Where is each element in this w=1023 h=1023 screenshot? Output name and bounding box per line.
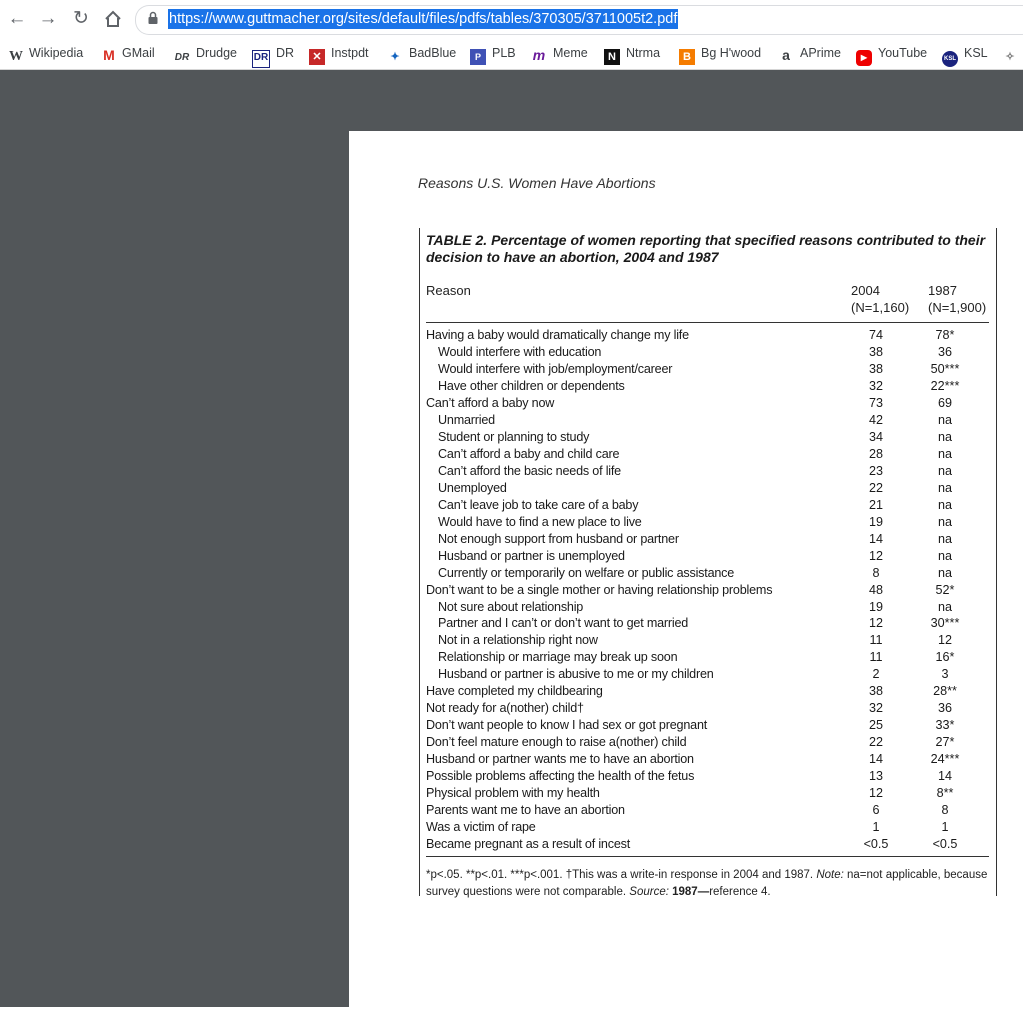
reason-cell: Partner and I can’t or don’t want to get married xyxy=(438,616,689,631)
reason-cell: Don’t want to be a single mother or having relationship problems xyxy=(426,582,773,597)
value-2004-cell: 14 xyxy=(868,752,883,767)
value-1987-cell: 69 xyxy=(937,395,952,410)
reason-cell: Not enough support from husband or partner xyxy=(438,531,679,546)
youtube-icon: ▶ xyxy=(856,50,872,66)
reason-cell: Would have to find a new place to live xyxy=(438,514,642,529)
value-1987-cell: na xyxy=(937,548,952,563)
column-header-2004-n: (N=1,160) xyxy=(851,300,910,315)
reason-cell: Can’t leave job to take care of a baby xyxy=(438,497,639,512)
value-2004-cell: 32 xyxy=(868,701,883,716)
value-1987-cell: 8** xyxy=(936,786,954,801)
reason-cell: Would interfere with job/employment/career xyxy=(438,361,673,376)
table-row xyxy=(426,429,989,446)
reason-cell: Don’t feel mature enough to raise a(nother) child xyxy=(426,735,687,750)
table-row xyxy=(426,463,989,480)
reason-cell: Student or planning to study xyxy=(438,429,590,444)
table-row xyxy=(426,344,989,361)
table-row xyxy=(426,700,989,717)
value-2004-cell: 14 xyxy=(868,531,883,546)
footnote-source-year: 1987— xyxy=(668,886,710,898)
column-header-reason: Reason xyxy=(426,283,471,298)
reason-cell: Husband or partner is abusive to me or my children xyxy=(438,667,714,682)
table-row xyxy=(426,361,989,378)
value-2004-cell: 12 xyxy=(868,616,883,631)
value-2004-cell: 25 xyxy=(868,718,883,733)
table-row xyxy=(426,497,989,514)
reason-cell: Possible problems affecting the health of the fetus xyxy=(426,769,695,784)
table-row xyxy=(426,531,989,548)
instapundit-icon: ✕ xyxy=(309,49,325,65)
reason-cell: Physical problem with my health xyxy=(426,786,600,801)
table-row xyxy=(426,480,989,497)
reason-cell: Husband or partner wants me to have an abortion xyxy=(426,752,694,767)
reason-cell: Have other children or dependents xyxy=(438,378,625,393)
bookmark-badblue[interactable]: ✦ BadBlue xyxy=(387,43,456,63)
value-1987-cell: 30*** xyxy=(930,616,960,631)
value-1987-cell: 28** xyxy=(933,684,957,699)
table-row xyxy=(426,548,989,565)
table-row xyxy=(426,582,989,599)
plb-icon: P xyxy=(470,49,486,65)
footnote-na: na=not applicable, because survey questions were not comparable. xyxy=(426,869,988,898)
table-row xyxy=(426,378,989,395)
value-1987-cell: na xyxy=(937,446,952,461)
footnote-source-label: Source: xyxy=(629,886,669,898)
reason-cell: Can’t afford a baby and child care xyxy=(438,446,620,461)
value-1987-cell: na xyxy=(937,497,952,512)
value-1987-cell: na xyxy=(937,565,952,580)
reason-cell: Relationship or marriage may break up soon xyxy=(438,650,678,665)
browser-toolbar xyxy=(0,0,1023,38)
lizard-icon: ✧ xyxy=(1005,51,1015,63)
value-2004-cell: 73 xyxy=(868,395,883,410)
reason-cell: Unmarried xyxy=(438,412,495,427)
meme-icon: m xyxy=(532,47,546,63)
value-1987-cell: <0.5 xyxy=(932,837,958,852)
table-row xyxy=(426,785,989,802)
lock-icon[interactable] xyxy=(146,11,160,25)
value-1987-cell: na xyxy=(937,599,952,614)
value-2004-cell: 48 xyxy=(868,582,883,597)
value-1987-cell: 8 xyxy=(941,803,949,818)
table-row xyxy=(426,395,989,412)
value-2004-cell: 42 xyxy=(868,412,883,427)
reason-cell: Unemployed xyxy=(438,480,507,495)
table-header-rule xyxy=(426,322,989,323)
bookmark-drudge[interactable]: DR Drudge xyxy=(174,43,237,63)
amazon-icon: a xyxy=(782,47,790,63)
dr-icon: DR xyxy=(252,50,270,68)
reason-cell: Parents want me to have an abortion xyxy=(426,803,625,818)
column-header-1987: 1987 xyxy=(928,283,957,298)
value-2004-cell: 22 xyxy=(868,735,883,750)
reason-cell: Currently or temporarily on welfare or public assistance xyxy=(438,565,735,580)
bookmark-ntrma[interactable]: N Ntrma xyxy=(604,43,660,63)
bookmark-bg-hwood[interactable]: B Bg H'wood xyxy=(679,43,761,63)
table-row xyxy=(426,412,989,429)
table-row xyxy=(426,734,989,751)
reason-cell: Don’t want people to know I had sex or got pregnant xyxy=(426,718,708,733)
bookmark-ksl[interactable]: KSL KSL xyxy=(942,43,988,63)
bookmark-plb[interactable]: P PLB xyxy=(470,43,516,63)
reason-cell: Would interfere with education xyxy=(438,344,602,359)
footnote-note-label: Note: xyxy=(816,869,844,881)
table-row xyxy=(426,802,989,819)
bookmarks-bar xyxy=(0,38,1023,70)
table-row xyxy=(426,683,989,700)
value-2004-cell: 38 xyxy=(868,344,883,359)
reason-cell: Having a baby would dramatically change my life xyxy=(426,328,689,342)
table-row xyxy=(426,565,989,582)
ksl-icon: KSL xyxy=(942,51,958,67)
value-2004-cell: 28 xyxy=(868,446,883,461)
reason-cell: Have completed my childbearing xyxy=(426,684,603,699)
value-2004-cell: 8 xyxy=(872,565,880,580)
table-row xyxy=(426,615,989,632)
value-2004-cell: 38 xyxy=(868,684,883,699)
footnote-significance: *p<.05. **p<.01. ***p<.001. †This was a write-in response in 2004 and 1987. xyxy=(426,869,817,881)
bookmark-wikipedia[interactable]: W Wikipedia xyxy=(9,46,84,64)
value-2004-cell: 19 xyxy=(868,599,883,614)
value-2004-cell: 1 xyxy=(872,820,880,835)
running-head: Reasons U.S. Women Have Abortions xyxy=(418,175,656,191)
wikipedia-icon: W xyxy=(9,49,23,64)
table-bottom-rule xyxy=(426,856,989,857)
window-bottom-edge xyxy=(0,1007,1023,1023)
bg-hwood-icon: B xyxy=(679,49,695,65)
value-2004-cell: 11 xyxy=(869,633,883,648)
badblue-icon: ✦ xyxy=(390,51,400,63)
value-2004-cell: 38 xyxy=(868,361,883,376)
home-icon[interactable] xyxy=(102,8,124,30)
reason-cell: Not in a relationship right now xyxy=(438,633,598,648)
bookmark-youtube[interactable]: ▶ YouTube xyxy=(856,43,927,63)
value-2004-cell: 74 xyxy=(868,328,883,342)
value-2004-cell: 34 xyxy=(868,429,883,444)
value-1987-cell: 33* xyxy=(935,718,955,733)
table-row xyxy=(426,666,989,683)
value-1987-cell: 1 xyxy=(941,820,949,835)
table-row xyxy=(426,327,989,344)
value-2004-cell: 2 xyxy=(872,667,880,682)
gmail-icon: M xyxy=(103,47,115,63)
value-2004-cell: 11 xyxy=(869,650,883,665)
value-1987-cell: 14 xyxy=(937,769,952,784)
value-2004-cell: 21 xyxy=(868,497,883,512)
value-2004-cell: 19 xyxy=(868,514,883,529)
value-1987-cell: 36 xyxy=(937,701,952,716)
value-1987-cell: 22*** xyxy=(930,378,960,393)
value-2004-cell: 23 xyxy=(868,463,883,478)
table-row xyxy=(426,717,989,734)
value-2004-cell: 13 xyxy=(868,769,883,784)
table-title: TABLE 2. Percentage of women reporting that specified reasons contributed to their decision to have an abortion, 2004 and 1987 xyxy=(426,232,986,265)
table-row xyxy=(426,768,989,785)
reload-icon[interactable]: ↻ xyxy=(73,8,89,29)
reason-cell: Not ready for a(nother) child† xyxy=(426,701,584,716)
table-row xyxy=(426,751,989,768)
reason-cell: Husband or partner is unemployed xyxy=(438,548,625,563)
table-footnote xyxy=(426,867,992,901)
value-1987-cell: na xyxy=(937,531,952,546)
value-2004-cell: 6 xyxy=(872,803,880,818)
value-1987-cell: 3 xyxy=(941,667,949,682)
drudge-icon: DR xyxy=(174,52,190,63)
column-header-2004: 2004 xyxy=(851,283,880,298)
bookmark-instpdt[interactable]: ✕ Instpdt xyxy=(309,43,369,63)
bookmark-aprime[interactable]: a APrime xyxy=(778,43,841,63)
forward-icon[interactable]: → xyxy=(38,8,58,29)
reason-cell: Became pregnant as a result of incest xyxy=(426,837,631,852)
value-1987-cell: 50*** xyxy=(930,361,960,376)
reason-cell: Can’t afford a baby now xyxy=(426,395,555,410)
table-row xyxy=(426,446,989,463)
value-1987-cell: 16* xyxy=(935,650,955,665)
reason-cell: Can’t afford the basic needs of life xyxy=(438,463,621,478)
table-row xyxy=(426,599,989,616)
bookmark-overflow-icon[interactable] xyxy=(1002,43,1023,63)
table-row xyxy=(426,514,989,531)
back-icon[interactable]: ← xyxy=(7,8,27,29)
table-row xyxy=(426,649,989,666)
value-1987-cell: 78* xyxy=(935,328,955,342)
value-2004-cell: 12 xyxy=(868,786,883,801)
bookmark-gmail[interactable]: M GMail xyxy=(103,46,155,63)
ntrma-icon: N xyxy=(604,49,620,65)
value-1987-cell: 36 xyxy=(937,344,952,359)
value-1987-cell: na xyxy=(937,514,952,529)
table-row xyxy=(426,836,989,853)
column-header-1987-n: (N=1,900) xyxy=(928,300,987,315)
table-row xyxy=(426,632,989,649)
url-text[interactable]: https://www.guttmacher.org/sites/default/files/pdfs/tables/370305/3711005t2.pdf xyxy=(169,11,678,27)
table-row xyxy=(426,819,989,836)
value-1987-cell: 27* xyxy=(935,735,955,750)
footnote-reference: reference 4. xyxy=(709,886,771,898)
value-2004-cell: 32 xyxy=(868,378,883,393)
value-1987-cell: 12 xyxy=(937,633,952,648)
reason-cell: Not sure about relationship xyxy=(438,599,584,614)
value-2004-cell: 22 xyxy=(868,480,883,495)
value-1987-cell: 52* xyxy=(935,582,955,597)
bookmark-dr[interactable]: DR DR xyxy=(252,43,294,63)
value-1987-cell: na xyxy=(937,463,952,478)
value-1987-cell: na xyxy=(937,412,952,427)
bookmark-meme[interactable]: m Meme xyxy=(532,46,588,63)
value-1987-cell: na xyxy=(937,429,952,444)
value-1987-cell: na xyxy=(937,480,952,495)
value-1987-cell: 24*** xyxy=(930,752,960,767)
reason-cell: Was a victim of rape xyxy=(426,820,536,835)
value-2004-cell: <0.5 xyxy=(863,837,889,852)
value-2004-cell: 12 xyxy=(868,548,883,563)
